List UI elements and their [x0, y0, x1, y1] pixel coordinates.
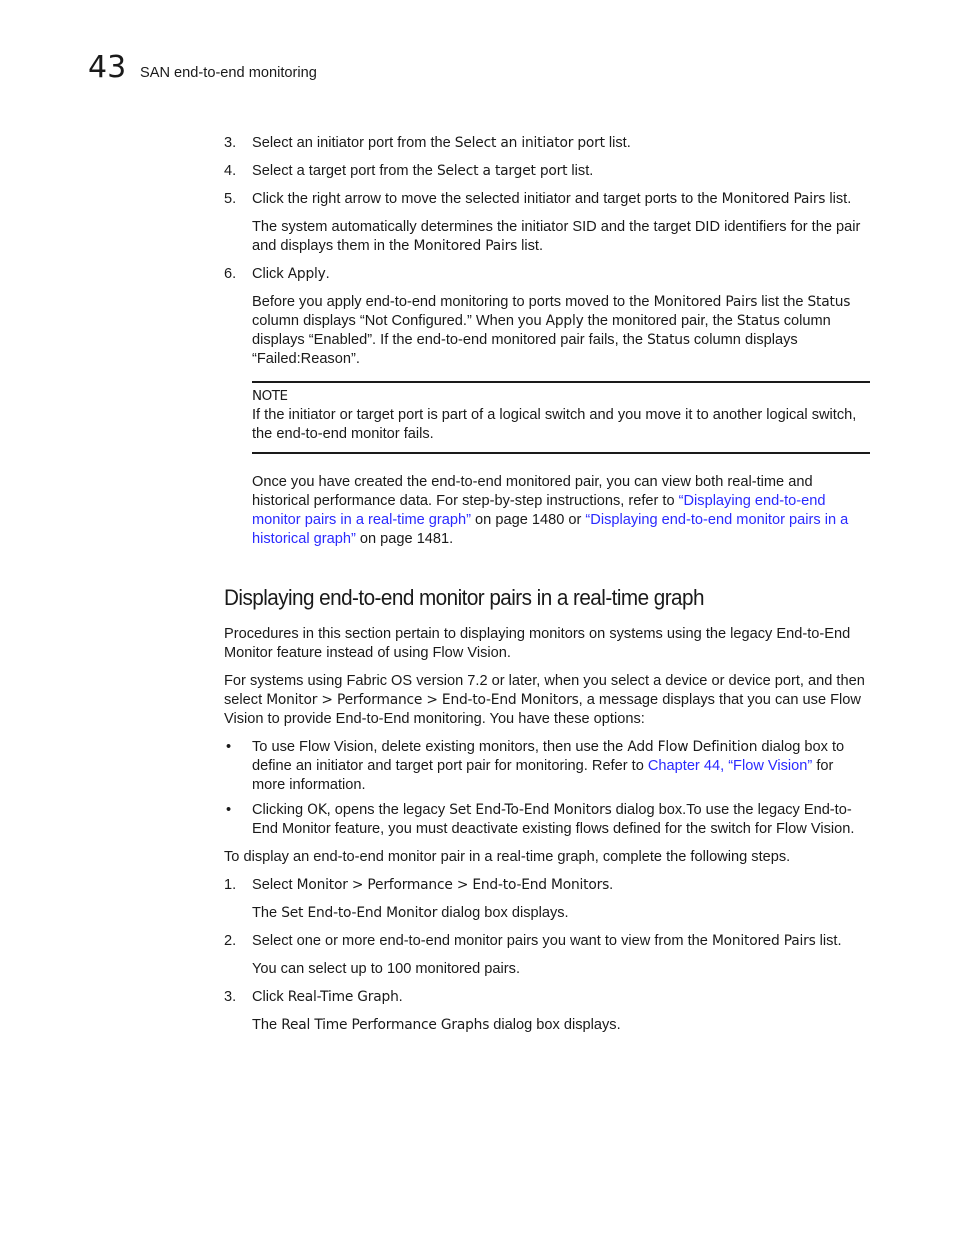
section-step-1: 1. Select Monitor > Performance > End-to-End Monitors. — [224, 877, 614, 893]
chapter-title: SAN end-to-end monitoring — [140, 65, 317, 81]
step-3: 3. Select an initiator port from the Select an initiator port list. — [224, 135, 631, 151]
section-step-1-detail: The Set End-to-End Monitor dialog box displays. — [252, 905, 569, 921]
note-text: If the initiator or target port is part of a logical switch and you move it to another logical switch, the end-to-end monitor fails. — [252, 407, 857, 442]
bullet-flow-vision: • To use Flow Vision, delete existing monitors, then use the Add Flow Definition dialog box to define an initiator and target port pair for monitoring. Refer to Chapter 44, “Flow Vision” for more information. — [226, 739, 845, 793]
link-realtime-graph[interactable]: “Displaying end-to-end monitor pairs in a real-time graph” — [252, 493, 826, 528]
section-step-2-detail: You can select up to 100 monitored pairs. — [252, 961, 520, 977]
section-step-2: 2. Select one or more end-to-end monitor pairs you want to view from the Monitored Pairs list. — [224, 933, 842, 949]
after-note-paragraph: Once you have created the end-to-end monitored pair, you can view both real-time and historical performance data. For step-by-step instructions, refer to “Displaying end-to-end monitor pairs in a real-time graph” on page 1480 or “Displaying end-to-end monitor pairs in a historical graph” on page 1481. — [252, 474, 849, 547]
section-heading: Displaying end-to-end monitor pairs in a real-time graph — [224, 585, 704, 610]
section-step-3: 3. Click Real-Time Graph. — [224, 989, 403, 1005]
bullet-icon: • — [226, 739, 232, 755]
steps-intro: To display an end-to-end monitor pair in a real-time graph, complete the following steps. — [224, 849, 791, 865]
step-6: 6. Click Apply. — [224, 266, 330, 282]
page-content — [224, 134, 870, 1044]
step-4: 4. Select a target port from the Select a target port list. — [224, 163, 594, 179]
section-step-3-detail: The Real Time Performance Graphs dialog box displays. — [252, 1017, 621, 1033]
note-heading: NOTE — [252, 388, 288, 404]
bullet-icon: • — [226, 802, 232, 818]
section-paragraph-2: For systems using Fabric OS version 7.2 or later, when you select a device or device port, and then select Monitor > Performance > End-to-End Monitors, a message displays that you can use Flow Vision to provide End-to-End monitoring. You have these options: — [224, 673, 865, 727]
step-5-detail: The system automatically determines the initiator SID and the target DID identifiers for the pair and displays them in the Monitored Pairs list. — [252, 219, 861, 254]
link-historical-graph[interactable]: “Displaying end-to-end monitor pairs in a historical graph” — [252, 512, 849, 547]
section-paragraph-1: Procedures in this section pertain to displaying monitors on systems using the legacy End-to-End Monitor feature instead of using Flow Vision. — [224, 626, 851, 661]
chapter-number: 43 — [88, 50, 127, 85]
note-box — [252, 381, 870, 454]
link-chapter-44[interactable]: Chapter 44, “Flow Vision” — [647, 758, 813, 774]
step-5: 5. Click the right arrow to move the selected initiator and target ports to the Monitored Pairs list. — [224, 191, 852, 207]
step-6-detail: Before you apply end-to-end monitoring to ports moved to the Monitored Pairs list the Status column displays “Not Configured.” When you Apply the monitored pair, the Status column displays “Enabled”. If the end-to-end monitored pair fails, the Status column displays “Failed:Reason”. — [252, 294, 851, 367]
bullet-legacy: • Clicking OK, opens the legacy Set End-To-End Monitors dialog box.To use the legacy End-to-End Monitor feature, you must deactivate existing flows defined for the switch for Flow Vision. — [226, 802, 855, 837]
